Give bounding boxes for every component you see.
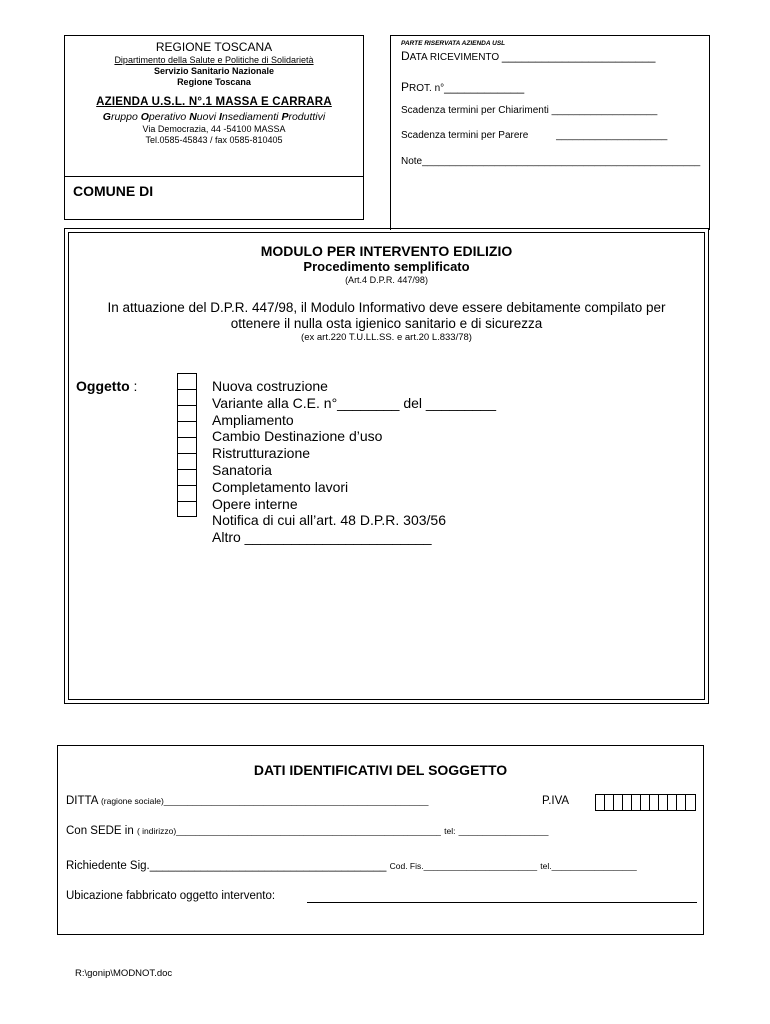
data-ricevimento-field[interactable]: DATA RICEVIMENTO _______________________	[401, 49, 656, 63]
piva-label: P.IVA	[542, 795, 570, 807]
checkbox-opere-interne[interactable]	[177, 485, 197, 501]
oggetto-options	[212, 378, 496, 546]
service-name: Servizio Sanitario Nazionale	[153, 66, 275, 76]
region-subtitle: Regione Toscana	[177, 77, 251, 87]
oggetto-checkbox-column	[177, 373, 199, 517]
modulo-inner-border	[68, 232, 705, 700]
dati-box	[57, 745, 704, 935]
header-left-box	[64, 35, 364, 220]
option-variante: Variante alla C.E. n°________ del _________	[212, 394, 497, 411]
header-divider	[65, 176, 363, 177]
gruppo-name: Gruppo Operativo Nuovi Insediamenti Produttivi	[102, 111, 326, 123]
option-completamento-lavori: Completamento lavori	[212, 478, 349, 495]
note-field[interactable]: Note__________________________________________________	[401, 156, 701, 167]
option-altro[interactable]: Altro ________________________	[212, 529, 432, 546]
oggetto-label: Oggetto :	[76, 378, 138, 394]
modulo-ex-article: (ex art.220 T.U.LL.SS. e art.20 L.833/78)	[301, 332, 472, 343]
ubicazione-row[interactable]: Ubicazione fabbricato oggetto intervento:	[66, 890, 276, 902]
piva-input-grid[interactable]	[595, 794, 696, 811]
option-ampliamento: Ampliamento	[212, 411, 294, 428]
reserved-box	[390, 35, 710, 230]
option-ristrutturazione: Ristrutturazione	[212, 445, 311, 462]
department-name: Dipartimento della Salute e Politiche di Solidarietà	[114, 55, 314, 65]
sede-row[interactable]: Con SEDE in ( indirizzo)________________________________________________________ tel: ___________________	[66, 825, 549, 837]
checkbox-cambio-destinazione[interactable]	[177, 421, 197, 437]
ubicazione-line[interactable]	[307, 902, 697, 903]
scadenza-chiarimenti-field[interactable]: Scadenza termini per Chiarimenti ___________________	[401, 105, 658, 116]
checkbox-variante[interactable]	[177, 389, 197, 405]
richiedente-row[interactable]: Richiedente Sig._____________________________________ Cod. Fis.________________________ tel.__________________	[66, 860, 637, 872]
option-cambio-destinazione: Cambio Destinazione d’uso	[212, 428, 383, 445]
modulo-article-ref: (Art.4 D.P.R. 447/98)	[345, 275, 428, 285]
checkbox-sanatoria[interactable]	[177, 453, 197, 469]
modulo-title: MODULO PER INTERVENTO EDILIZIO	[260, 243, 513, 259]
scadenza-parere-field[interactable]: Scadenza termini per Parere ____________________	[401, 130, 668, 141]
modulo-subtitle: Procedimento semplificato	[303, 259, 470, 274]
footer-file-path: R:\gonip\MODNOT.doc	[75, 968, 173, 979]
checkbox-ampliamento[interactable]	[177, 405, 197, 421]
modulo-paragraph-line2: ottenere il nulla osta igienico sanitario e di sicurezza	[230, 316, 543, 331]
option-sanatoria: Sanatoria	[212, 461, 272, 478]
comune-label: COMUNE DI	[73, 183, 154, 199]
option-opere-interne: Opere interne	[212, 495, 298, 512]
checkbox-ristrutturazione[interactable]	[177, 437, 197, 453]
checkbox-completamento-lavori[interactable]	[177, 469, 197, 485]
checkbox-nuova-costruzione[interactable]	[177, 373, 197, 389]
ditta-row[interactable]: DITTA (ragione sociale)________________________________________________________	[66, 795, 429, 807]
reserved-label: PARTE RISERVATA AZIENDA USL	[401, 40, 506, 47]
azienda-name: AZIENDA U.S.L. N°.1 MASSA E CARRARA	[96, 96, 332, 108]
modulo-paragraph-line1: In attuazione del D.P.R. 447/98, il Modulo Informativo deve essere debitamente compilato per	[107, 300, 666, 315]
region-title: REGIONE TOSCANA	[155, 40, 273, 54]
modulo-box	[64, 228, 709, 704]
address: Via Democrazia, 44 -54100 MASSA	[142, 124, 286, 134]
option-notifica: Notifica di cui all’art. 48 D.P.R. 303/56	[212, 512, 446, 529]
checkbox-notifica[interactable]	[177, 501, 197, 517]
protocol-field[interactable]: PROT. n°____________	[401, 80, 525, 94]
dati-title: DATI IDENTIFICATIVI DEL SOGGETTO	[253, 762, 508, 778]
phone-fax: Tel.0585-45843 / fax 0585-810405	[145, 135, 283, 145]
option-nuova-costruzione: Nuova costruzione	[212, 378, 328, 394]
